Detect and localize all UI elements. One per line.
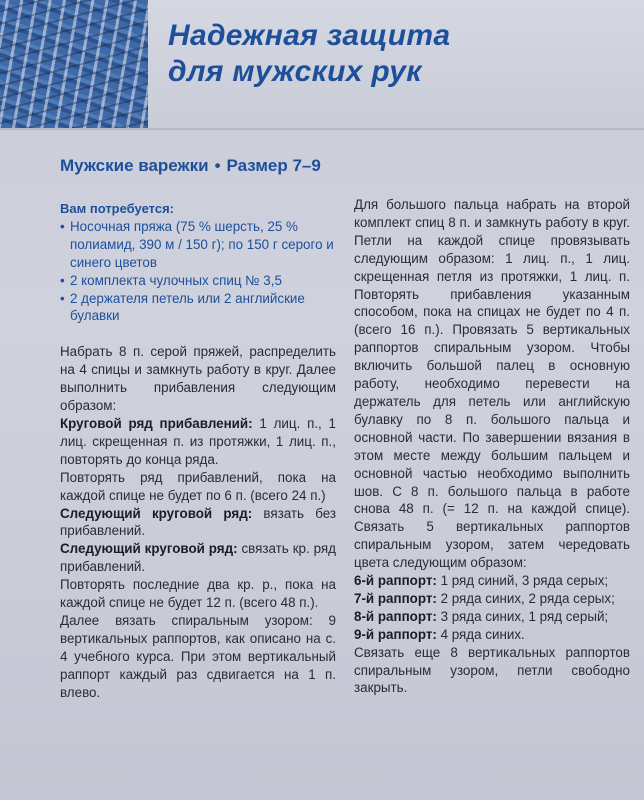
knitted-fabric-photo xyxy=(0,0,148,128)
repeat-text: 2 ряда синих, 2 ряда серых; xyxy=(436,590,615,606)
instruction-term: Круговой ряд прибавлений: xyxy=(60,415,253,431)
instruction-paragraph: Повторять ряд прибавлений, пока на каждой спице не будет по 6 п. (всего 24 п.) xyxy=(60,469,336,503)
header-divider xyxy=(0,128,644,130)
page-title xyxy=(168,18,628,90)
instruction-paragraph: Повторять последние два кр. р., пока на каждой спице не будет 12 п. (всего 48 п.). xyxy=(60,577,336,611)
instruction-text: связать кр. ряд прибавлений. xyxy=(60,541,336,575)
repeat-text: 4 ряда синих. xyxy=(436,626,525,642)
repeat-line xyxy=(354,626,630,644)
instruction-paragraph: Набрать 8 п. серой пряжей, распределить на 4 спицы и замкнуть работу в круг. Далее выполнить прибавления следующим образом: xyxy=(60,344,336,414)
repeat-term: 6-й раппорт: xyxy=(354,573,437,589)
materials-item: • 2 комплекта чулочных спиц № 3,5 xyxy=(60,272,336,290)
instruction-paragraph xyxy=(60,540,336,576)
materials-list xyxy=(60,218,336,325)
repeat-text: 1 ряд синий, 3 ряда серых; xyxy=(436,573,609,589)
instruction-text: вязать без прибавлений. xyxy=(60,505,337,539)
repeat-text: 3 ряда синих, 1 ряд серый; xyxy=(436,608,609,624)
left-column xyxy=(60,200,336,701)
title-line-2: для мужских рук xyxy=(168,55,422,88)
materials-title: Вам потребуется: xyxy=(60,201,174,216)
instruction-paragraph xyxy=(60,415,336,469)
repeat-line xyxy=(354,608,630,626)
instruction-term: Следующий круговой ряд: xyxy=(60,541,238,557)
materials-item: • Носочная пряжа (75 % шерсть, 25 % полиамид, 390 м / 150 г); по 150 г серого и синего цветов xyxy=(60,218,336,272)
repeat-term: 7-й раппорт: xyxy=(354,590,437,606)
title-line-1: Надежная защита xyxy=(168,19,451,52)
page-header xyxy=(0,0,644,128)
repeat-term: 8-й раппорт: xyxy=(354,608,437,624)
instruction-paragraph: Далее вязать спиральным узором: 9 вертикальных раппортов, как описано на с. 4 учебного курса. При этом вертикальный раппорт каждый раз сдвигается на 1 п. влево. xyxy=(60,612,336,700)
heading-separator: • xyxy=(214,156,221,175)
pattern-size: Размер 7–9 xyxy=(226,156,321,175)
instruction-paragraph: Связать еще 8 вертикальных раппортов спиральным узором, петли свободно закрыть. xyxy=(354,644,630,696)
instruction-paragraph xyxy=(60,505,336,541)
repeat-line xyxy=(354,590,630,608)
instruction-text: 1 лиц. п., 1 лиц. скрещенная п. из протяжки, 1 лиц. п., повторять до конца ряда. xyxy=(60,415,336,467)
right-column xyxy=(354,196,630,697)
repeat-line xyxy=(354,572,630,590)
materials-item: • 2 держателя петель или 2 английские булавки xyxy=(60,290,336,326)
pattern-name: Мужские варежки xyxy=(60,156,209,175)
instruction-paragraph: Для большого пальца набрать на второй комплект спиц 8 п. и замкнуть работу в круг. Петли на каждой спице провязывать следующим образом: 1 лиц. п., 1 лиц. скрещенная петля из протяжки, 1 лиц. п. Повторять прибавления указанным способом, пока на спицах не будет по 4 п. (всего 16 п.). Провязать 5 вертикальных раппортов спиральным узором. Чтобы включить большой палец в основную работу, необходимо перевести на держатель для петель или английскую булавку по 8 п. большого пальца и основной части. По завершении вязания в этом месте между большим пальцем и основной частью необходимо выполнить шов. С 8 п. большого пальца в работе снова 48 п. (= 12 п. на каждой спице). Связать 5 вертикальных раппортов спиральным узором, затем чередовать цвета следующим образом: xyxy=(354,197,630,571)
repeat-term: 9-й раппорт: xyxy=(354,626,437,642)
instruction-term: Следующий круговой ряд: xyxy=(60,505,253,521)
pattern-heading xyxy=(60,156,360,176)
